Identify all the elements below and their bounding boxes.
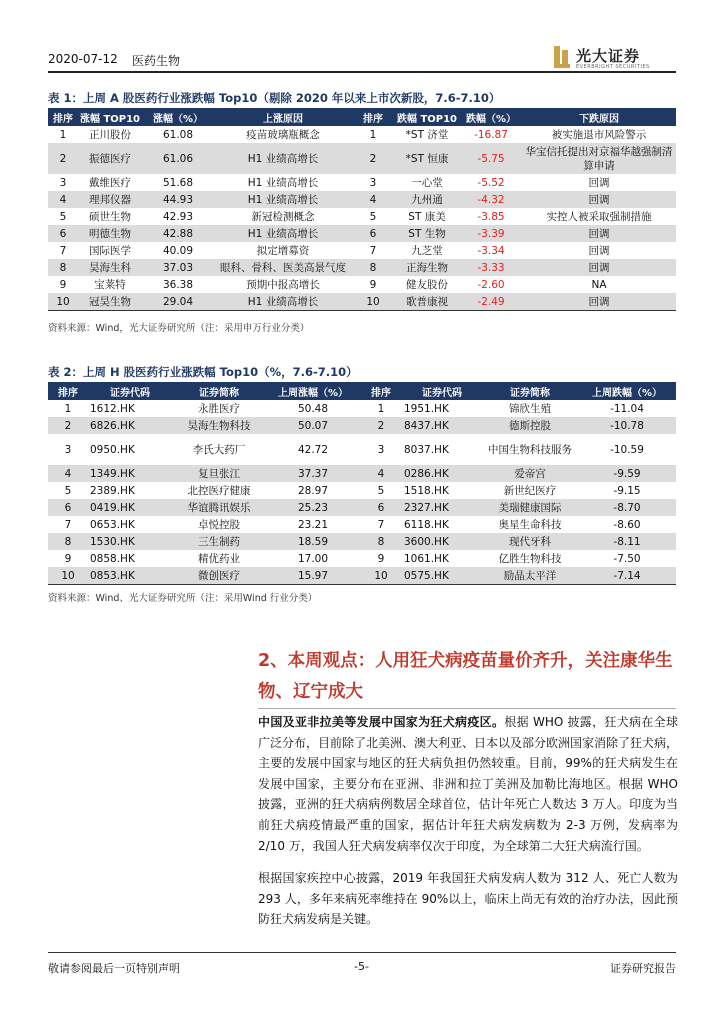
table-row — [48, 293, 676, 311]
table-cell: 正海生物 — [394, 259, 460, 276]
table-cell: 疫苗玻璃瓶概念 — [246, 128, 320, 141]
table2-header-cell: 排序 — [360, 382, 402, 400]
table-cell: 卓悦控股 — [198, 518, 240, 531]
table-cell: 微创医疗 — [172, 567, 266, 585]
table-cell: -7.14 — [578, 567, 676, 585]
table-row — [48, 482, 676, 499]
table1-header-cell: 排序 — [352, 108, 394, 126]
table-cell: 8037.HK — [404, 443, 449, 456]
table-cell: 1 — [64, 402, 72, 415]
table-cell: 2 — [48, 417, 88, 434]
table-cell: 42.88 — [142, 225, 214, 242]
table2-header-row — [48, 382, 676, 400]
table-row — [48, 276, 676, 293]
table2-header-cell: 排序 — [48, 382, 88, 400]
table1-header-cell: 上涨原因 — [214, 108, 352, 126]
table-cell: 50.48 — [297, 402, 329, 415]
table-cell: 冠昊生物 — [78, 293, 142, 311]
table-cell: 17.00 — [297, 552, 329, 565]
table-cell: 8437.HK — [402, 417, 482, 434]
table-cell: 美瑞健康国际 — [482, 499, 578, 516]
table-cell: -16.87 — [474, 128, 508, 141]
table-cell: -3.85 — [477, 210, 505, 223]
table-cell: 15.97 — [266, 567, 360, 585]
table-row — [48, 191, 676, 208]
table-cell: 7 — [377, 518, 385, 531]
table-cell: 9 — [59, 278, 67, 291]
table-cell: 0858.HK — [90, 552, 135, 565]
table-cell: 1349.HK — [88, 465, 172, 482]
table-cell: 0286.HK — [402, 465, 482, 482]
table-cell: *ST 济堂 — [405, 128, 449, 141]
paragraph-2: 根据国家疾控中心披露，2019 年我国狂犬病发病人数为 312 人、死亡人数为 293 人，多年来病死率维持在 90%以上，临床上尚无有效的治疗办法，因此预防狂犬病发病是关键。 — [258, 871, 678, 927]
table-cell: 德斯控股 — [482, 417, 578, 434]
table-cell: 36.38 — [162, 278, 194, 291]
report-sector: 医药生物 — [132, 54, 181, 68]
table-cell: 5 — [377, 484, 385, 497]
table-cell: 61.06 — [142, 143, 214, 174]
table-cell: -3.39 — [460, 225, 522, 242]
table1-header-row — [48, 108, 676, 126]
table-row — [48, 434, 676, 465]
table-cell: 4 — [48, 465, 88, 482]
table-cell: -10.59 — [610, 443, 644, 456]
logo-name: 光大证券 — [576, 47, 641, 65]
table-cell: NA — [591, 278, 607, 291]
table-cell: 5 — [59, 210, 67, 223]
table-cell: 8 — [48, 533, 88, 550]
table-cell: 5 — [369, 210, 377, 223]
table-cell: 6118.HK — [404, 518, 449, 531]
table-cell: 3 — [64, 443, 72, 456]
table-cell: 昊海生科 — [78, 259, 142, 276]
table-cell: -8.11 — [578, 533, 676, 550]
table-cell: 1530.HK — [88, 533, 172, 550]
table-cell: 6 — [48, 225, 78, 242]
table-row — [48, 465, 676, 482]
table-cell: 励晶太平洋 — [482, 567, 578, 585]
table-cell: 9 — [377, 552, 385, 565]
table-cell: 4 — [360, 465, 402, 482]
table1-source: 资料来源：Wind，光大证券研究所（注：采用申万行业分类） — [48, 323, 310, 334]
table-cell: 昊海生物科技 — [172, 417, 266, 434]
table-cell: 28.97 — [297, 484, 329, 497]
table-cell: 37.37 — [266, 465, 360, 482]
section-title: 2、本周观点：人用狂犬病疫苗量价齐升，关注康华生物、辽宁成大 — [258, 651, 673, 702]
table-cell: 回调 — [522, 293, 676, 311]
table-cell: 10 — [48, 293, 78, 311]
table-cell: 眼科、骨科、医美高景气度 — [214, 259, 352, 276]
table-cell: 9 — [369, 278, 377, 291]
table-cell: H1 业绩高增长 — [214, 143, 352, 174]
table-cell: 一心堂 — [411, 176, 443, 189]
table-cell: ST 生物 — [394, 225, 460, 242]
paragraph-1-body: 根据 WHO 披露，狂犬病在全球广泛分布，目前除了北美洲、澳大利亚、日本以及部分欧洲国家消除了狂犬病，主要的发展中国家与地区的狂犬病负担仍然较重。目前，99%的狂犬病发生在发展中国家，主要分布在亚洲、非洲和拉丁美洲及加勒比海地区。根据 WHO 披露，亚洲的狂犬病病例数居全球首位，估计年死亡人数达 3 万人。印度为当前狂犬病疫情最严重的国家，据估计年狂犬病发病数为 2-3 万例，发病率为 2/10 万，我国人狂犬病发病率仅次于印度，为全球第二大狂犬病流行国。 — [258, 715, 679, 853]
table-cell: 0575.HK — [402, 567, 482, 585]
table-row — [48, 499, 676, 516]
table-cell: 6826.HK — [88, 417, 172, 434]
table1-title: 表 1：上周 A 股医药行业涨跌幅 Top10（剔除 2020 年以来上市次新股，7.6-7.10） — [48, 91, 501, 105]
table-cell: 3600.HK — [402, 533, 482, 550]
table-cell: H1 业绩高增长 — [214, 191, 352, 208]
table-cell: 42.72 — [297, 443, 329, 456]
table-cell: 亿胜生物科技 — [498, 552, 562, 565]
table-cell: -3.34 — [477, 244, 505, 257]
table-row — [48, 259, 676, 276]
table-cell: 0853.HK — [88, 567, 172, 585]
table-cell: 4 — [48, 191, 78, 208]
table-cell: 华谊腾讯娱乐 — [172, 499, 266, 516]
table2-title: 表 2：上周 H 股医药行业涨跌幅 Top10（%，7.6-7.10） — [48, 365, 358, 379]
table-cell: 奥星生命科技 — [498, 518, 562, 531]
table-cell: 硕世生物 — [89, 210, 131, 223]
table-cell: 实控人被采取强制措施 — [546, 210, 652, 223]
table1-header-cell: 下跌原因 — [522, 108, 676, 126]
table-cell: 被实施退市风险警示 — [551, 128, 647, 141]
table-row — [48, 126, 676, 143]
table-cell: 锦欣生殖 — [509, 402, 551, 415]
table-cell: 爱帝宫 — [482, 465, 578, 482]
table-cell: 1518.HK — [404, 484, 449, 497]
paragraph-1 — [258, 712, 678, 856]
table-row — [48, 225, 676, 242]
table-cell: 25.23 — [266, 499, 360, 516]
table-cell: 10 — [48, 567, 88, 585]
table-cell: H1 业绩高增长 — [214, 293, 352, 311]
table-cell: 7 — [59, 244, 67, 257]
table-row — [48, 208, 676, 225]
table-cell: 50.07 — [266, 417, 360, 434]
footer-divider — [48, 952, 676, 953]
table-cell: 40.09 — [162, 244, 194, 257]
table-cell: -10.78 — [578, 417, 676, 434]
table-cell: 1951.HK — [404, 402, 449, 415]
table-row — [48, 400, 676, 417]
table-cell: 新冠检测概念 — [251, 210, 315, 223]
table-cell: 29.04 — [142, 293, 214, 311]
table-cell: 2389.HK — [90, 484, 135, 497]
table-cell: -11.04 — [610, 402, 644, 415]
table-cell: -4.32 — [460, 191, 522, 208]
table-cell: 7 — [64, 518, 72, 531]
table1-header-cell: 排序 — [48, 108, 78, 126]
table2-source: 资料来源：Wind、光大证券研究所（注：采用Wind 行业分类） — [48, 593, 318, 604]
table-cell: 健友股份 — [406, 278, 448, 291]
table-cell: 九州通 — [394, 191, 460, 208]
table-cell: 1 — [59, 128, 67, 141]
table-row — [48, 516, 676, 533]
table-row — [48, 242, 676, 259]
table-cell: 宝莱特 — [94, 278, 126, 291]
table-cell: 戴维医疗 — [89, 176, 131, 189]
table-cell: 61.08 — [162, 128, 194, 141]
table-cell: 3 — [377, 443, 385, 456]
header-divider — [48, 71, 676, 73]
table-cell: 歌普康视 — [394, 293, 460, 311]
table-cell: 2 — [360, 417, 402, 434]
table-cell: 42.93 — [162, 210, 194, 223]
table-row — [48, 174, 676, 191]
table-cell: 回调 — [588, 176, 610, 189]
table1 — [48, 108, 676, 311]
company-logo — [548, 44, 676, 74]
table-cell: -8.70 — [578, 499, 676, 516]
table2 — [48, 382, 676, 585]
table-cell: 1612.HK — [90, 402, 135, 415]
table-cell: 10 — [360, 567, 402, 585]
paragraph-1-lead: 中国及亚非拉美等发展中国家为狂犬病疫区。 — [258, 715, 505, 729]
table-cell: 44.93 — [142, 191, 214, 208]
table-cell: 9 — [64, 552, 72, 565]
table-cell: 18.59 — [266, 533, 360, 550]
table-cell: 2327.HK — [402, 499, 482, 516]
table-row — [48, 533, 676, 550]
table-cell: 北控医疗健康 — [187, 484, 251, 497]
table-cell: -2.49 — [460, 293, 522, 311]
table-cell: 回调 — [522, 259, 676, 276]
table-cell: 复旦张江 — [172, 465, 266, 482]
table-cell: 新世纪医疗 — [503, 484, 557, 497]
table-cell: 回调 — [588, 244, 610, 257]
table2-header-cell: 上周跌幅（%） — [578, 382, 676, 400]
table-cell: 0653.HK — [90, 518, 135, 531]
table-cell: 0419.HK — [88, 499, 172, 516]
table-cell: 回调 — [522, 191, 676, 208]
footer-report-type: 证券研究报告 — [610, 962, 676, 975]
table-cell: 精优药业 — [198, 552, 240, 565]
table-cell: 2 — [48, 143, 78, 174]
table-cell: -9.59 — [578, 465, 676, 482]
table-row — [48, 567, 676, 585]
table-cell: 7 — [369, 244, 377, 257]
table-cell: 1 — [369, 128, 377, 141]
table-cell: -2.60 — [477, 278, 505, 291]
table-cell: 0950.HK — [90, 443, 135, 456]
report-date: 2020-07-12 — [48, 52, 118, 66]
table-cell: 3 — [59, 176, 67, 189]
logo-mark-icon — [554, 46, 570, 68]
table-cell: 6 — [360, 499, 402, 516]
table-cell: 37.03 — [142, 259, 214, 276]
table-cell: 振德医疗 — [78, 143, 142, 174]
table-cell: 预期中报高增长 — [246, 278, 320, 291]
table-row — [48, 550, 676, 567]
table1-header-cell: 跌幅（%） — [460, 108, 522, 126]
table-cell: 正川股份 — [89, 128, 131, 141]
table-cell: 8 — [352, 259, 394, 276]
logo-english-name: EVERBRIGHT SECURITIES — [576, 64, 650, 70]
table1-header-cell: 跌幅 TOP10 — [394, 108, 460, 126]
table-cell: ST 康美 — [408, 210, 446, 223]
table2-header-cell: 证券代码 — [402, 382, 482, 400]
table-cell: -8.60 — [613, 518, 641, 531]
table-cell: 10 — [352, 293, 394, 311]
table2-header-cell: 证券简称 — [482, 382, 578, 400]
table-cell: 2 — [352, 143, 394, 174]
table-cell: 华宝信托提出对京福华越强制清算申请 — [522, 143, 676, 174]
section-divider — [258, 708, 676, 709]
table2-header-cell: 证券代码 — [88, 382, 172, 400]
table-cell: 国际医学 — [89, 244, 131, 257]
table-cell: 4 — [352, 191, 394, 208]
table-cell: 6 — [48, 499, 88, 516]
table-cell: 8 — [48, 259, 78, 276]
table-cell: 3 — [369, 176, 377, 189]
table-cell: *ST 恒康 — [394, 143, 460, 174]
footer-disclaimer: 敬请参阅最后一页特别声明 — [48, 962, 180, 975]
table-cell: 三生制药 — [172, 533, 266, 550]
table2-header-cell: 证券简称 — [172, 382, 266, 400]
table-cell: 理邦仪器 — [78, 191, 142, 208]
table-cell: -3.33 — [460, 259, 522, 276]
table-cell: 回调 — [522, 225, 676, 242]
table-cell: -7.50 — [613, 552, 641, 565]
table1-header-cell: 涨幅（%） — [142, 108, 214, 126]
table-cell: 永胜医疗 — [198, 402, 240, 415]
table-cell: 中国生物科技服务 — [488, 443, 572, 456]
table-cell: H1 业绩高增长 — [214, 225, 352, 242]
page-number: -5- — [354, 960, 369, 973]
table-cell: -9.15 — [613, 484, 641, 497]
table-cell: 8 — [360, 533, 402, 550]
table-cell: 6 — [352, 225, 394, 242]
table-cell: 李氏大药厂 — [192, 443, 246, 456]
table-row — [48, 417, 676, 434]
table-cell: -5.75 — [460, 143, 522, 174]
table-cell: -5.52 — [477, 176, 505, 189]
table-cell: 九芝堂 — [411, 244, 443, 257]
table-row — [48, 143, 676, 174]
table-cell: 51.68 — [162, 176, 194, 189]
table-cell: 明德生物 — [78, 225, 142, 242]
table-cell: 拟定增募资 — [256, 244, 310, 257]
table-cell: 现代牙科 — [482, 533, 578, 550]
table1-header-cell: 涨幅 TOP10 — [78, 108, 142, 126]
table-cell: 23.21 — [297, 518, 329, 531]
table-cell: 1061.HK — [404, 552, 449, 565]
table-cell: H1 业绩高增长 — [247, 176, 319, 189]
table2-header-cell: 上周涨幅（%） — [266, 382, 360, 400]
table-cell: 1 — [377, 402, 385, 415]
table-cell: 5 — [64, 484, 72, 497]
